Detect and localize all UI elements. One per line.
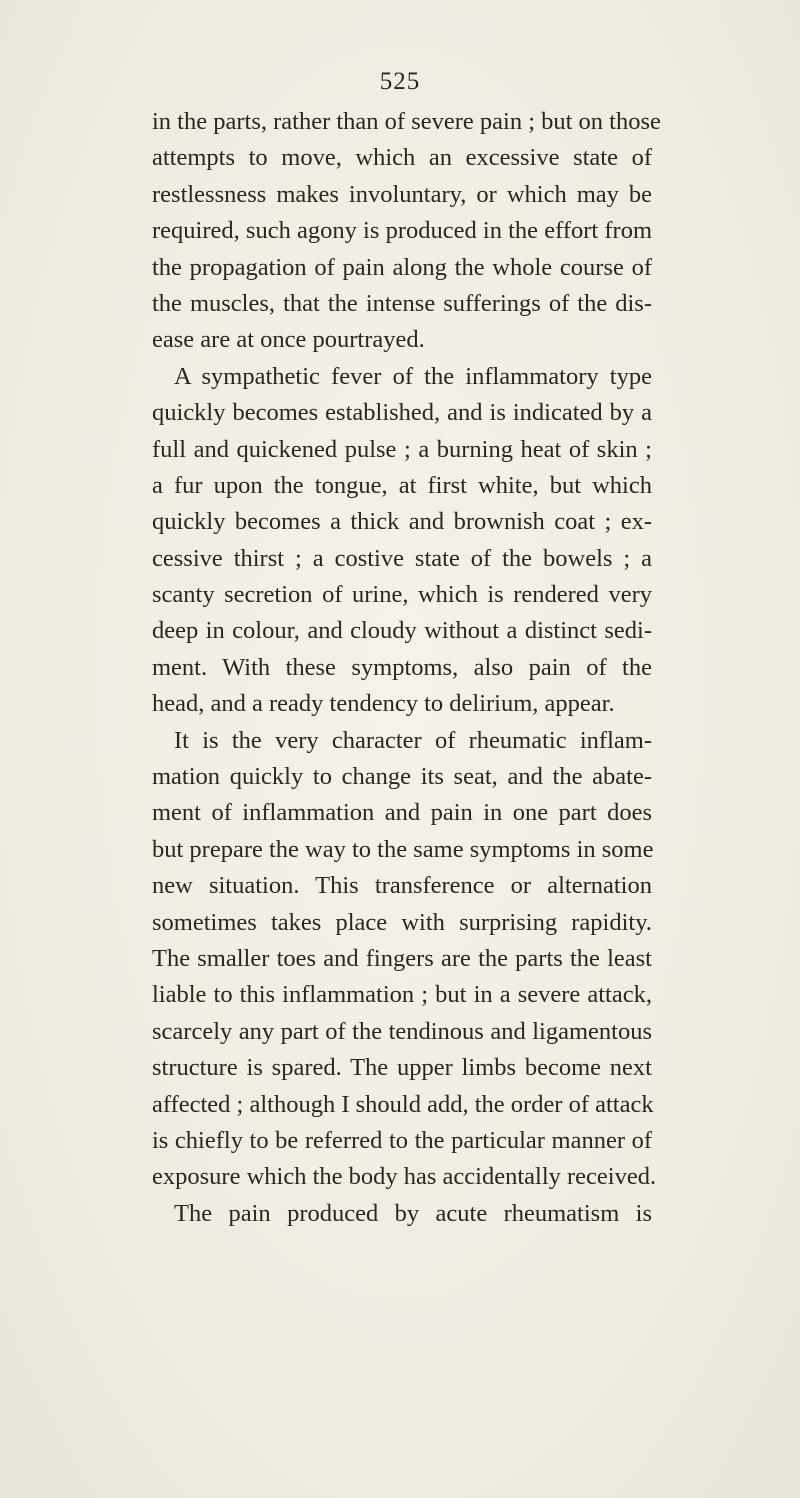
- text-line: quickly becomes a thick and brownish coat ; ex-: [152, 508, 652, 536]
- page-number: 525: [379, 68, 421, 95]
- text-line: restlessness makes involuntary, or which may be: [152, 180, 652, 208]
- text-line: scarcely any part of the tendinous and ligamentous: [152, 1017, 652, 1045]
- text-line: scanty secretion of urine, which is rendered very: [152, 581, 652, 609]
- text-line: sometimes takes place with surprising rapidity.: [152, 908, 652, 936]
- text-line: It is the very character of rheumatic inflam-: [174, 726, 652, 754]
- text-line: ment of inflammation and pain in one part does: [152, 799, 652, 827]
- text-line: but prepare the way to the same symptoms in some: [152, 835, 654, 863]
- text-line: A sympathetic fever of the inflammatory type: [174, 362, 652, 390]
- text-line: ment. With these symptoms, also pain of the: [152, 653, 652, 681]
- text-line: mation quickly to change its seat, and the abate-: [152, 763, 652, 791]
- text-line: cessive thirst ; a costive state of the bowels ; a: [152, 544, 652, 572]
- text-line: quickly becomes established, and is indicated by a: [152, 399, 652, 427]
- text-line: ease are at once pourtrayed.: [152, 326, 425, 354]
- text-line: in the parts, rather than of severe pain ; but on those: [152, 108, 661, 135]
- text-line: full and quickened pulse ; a burning heat of skin ;: [152, 435, 652, 463]
- body-text: [152, 104, 661, 1232]
- text-line: The smaller toes and fingers are the parts the least: [152, 944, 652, 972]
- text-line: new situation. This transference or alternation: [152, 872, 652, 900]
- text-line: exposure which the body has accidentally received.: [152, 1163, 657, 1191]
- text-line: structure is spared. The upper limbs become next: [152, 1054, 652, 1082]
- text-line: liable to this inflammation ; but in a severe attack,: [152, 981, 652, 1009]
- text-line: attempts to move, which an excessive state of: [152, 144, 652, 172]
- text-line: is chiefly to be referred to the particular manner of: [152, 1126, 652, 1154]
- text-line: a fur upon the tongue, at first white, but which: [152, 471, 652, 499]
- text-line: the propagation of pain along the whole course of: [152, 253, 652, 281]
- text-line: required, such agony is produced in the effort from: [152, 217, 652, 245]
- text-line: The pain produced by acute rheumatism is: [174, 1199, 652, 1227]
- text-line: head, and a ready tendency to delirium, appear.: [152, 690, 615, 718]
- text-line: deep in colour, and cloudy without a distinct sedi-: [152, 617, 652, 645]
- text-line: affected ; although I should add, the order of attack: [152, 1090, 654, 1118]
- text-line: the muscles, that the intense sufferings of the dis-: [152, 289, 652, 317]
